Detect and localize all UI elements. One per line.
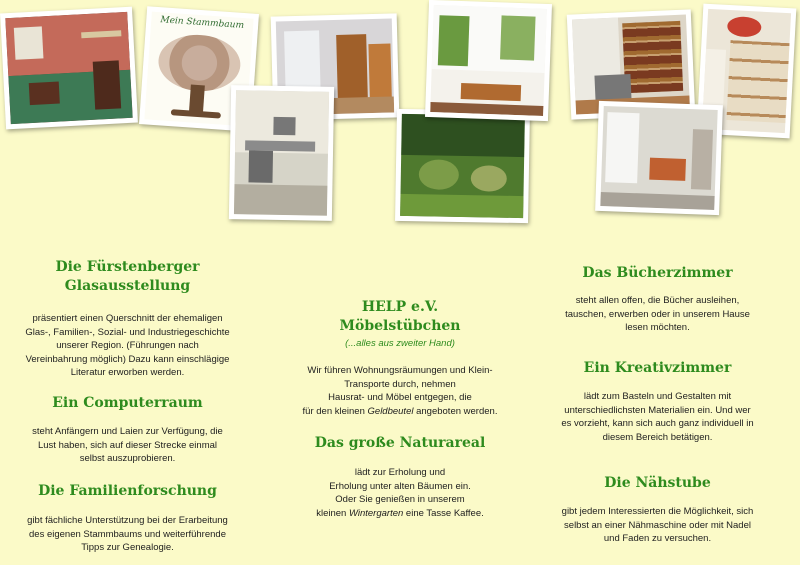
family-tree-caption: Mein Stammbaum: [160, 15, 245, 32]
glass-exhibition-text: präsentiert einen Querschnitt der ehemaligen Glas-, Familien-, Sozial- und Industriegeschichte unserer Region. (Führungen nach Vereinbahrung möglich) Dazu kann einschlägige Literatur erworben werden.: [25, 313, 230, 378]
family-research-text: gibt fächliche Unterstützung bei der Erarbeitung des eigenen Stammbaums und weiterführende Tipps zur Genealogie.: [27, 515, 228, 553]
glass-exhibition-title-2: Glasausstellung: [64, 278, 191, 294]
computer-room-heading: Ein Computerraum: [52, 395, 203, 411]
book-room-text: steht allen offen, die Bücher ausleihen, tauschen, erwerben oder in unserem Hause lesen möchten.: [565, 295, 750, 333]
nature-garden-photo: [395, 109, 530, 223]
help-title-1: HELP e.V.: [361, 299, 439, 315]
conservatory-photo: [425, 0, 552, 121]
nature-area-text: lädt zur Erholung und Erholung unter alten Bäumen ein. Oder Sie genießen in unserem kleinen Wintergarten eine Tasse Kaffee.: [316, 467, 484, 519]
glass-exhibition-heading: [15, 258, 240, 296]
book-room-heading: Das Bücherzimmer: [582, 265, 733, 281]
sewing-room-text: gibt jedem Interessierten die Möglichkeit, sich selbst an einer Nähmaschine oder mit Nadel und Faden zu versuchen.: [561, 506, 754, 544]
help-title-2: Möbelstübchen: [339, 318, 461, 334]
help-text: Wir führen Wohnungsräumungen und Klein- Transporte durch, nehmen Hausrat- und Möbel entgegen, die für den kleinen Geldbeutel angeboten werden.: [302, 365, 498, 417]
computer-room-text: steht Anfängern und Laien zur Verfügung, die Lust haben, sich auf dieser Strecke einmal selbst auszuprobieren.: [32, 426, 223, 464]
sewing-room-heading: Die Nähstube: [604, 475, 711, 491]
glass-exhibition-room-photo: [0, 7, 138, 130]
nature-area-heading: Das große Naturareal: [314, 435, 486, 451]
creative-room-text: lädt zum Basteln und Gestalten mit unterschiedlichsten Materialien ein. Und wer es vorzieht, kann sich auch ganz individuell in diesem Bereich betätigen.: [561, 391, 754, 443]
help-subtitle: (...alles aus zweiter Hand): [345, 338, 455, 349]
creative-room-heading: Ein Kreativzimmer: [583, 360, 732, 376]
family-research-heading: Die Familienforschung: [38, 483, 217, 499]
computer-room-photo: [229, 85, 334, 221]
help-heading: [300, 298, 500, 336]
glass-exhibition-title-1: Die Fürstenberger: [55, 259, 200, 275]
sewing-room-photo: [595, 101, 723, 215]
